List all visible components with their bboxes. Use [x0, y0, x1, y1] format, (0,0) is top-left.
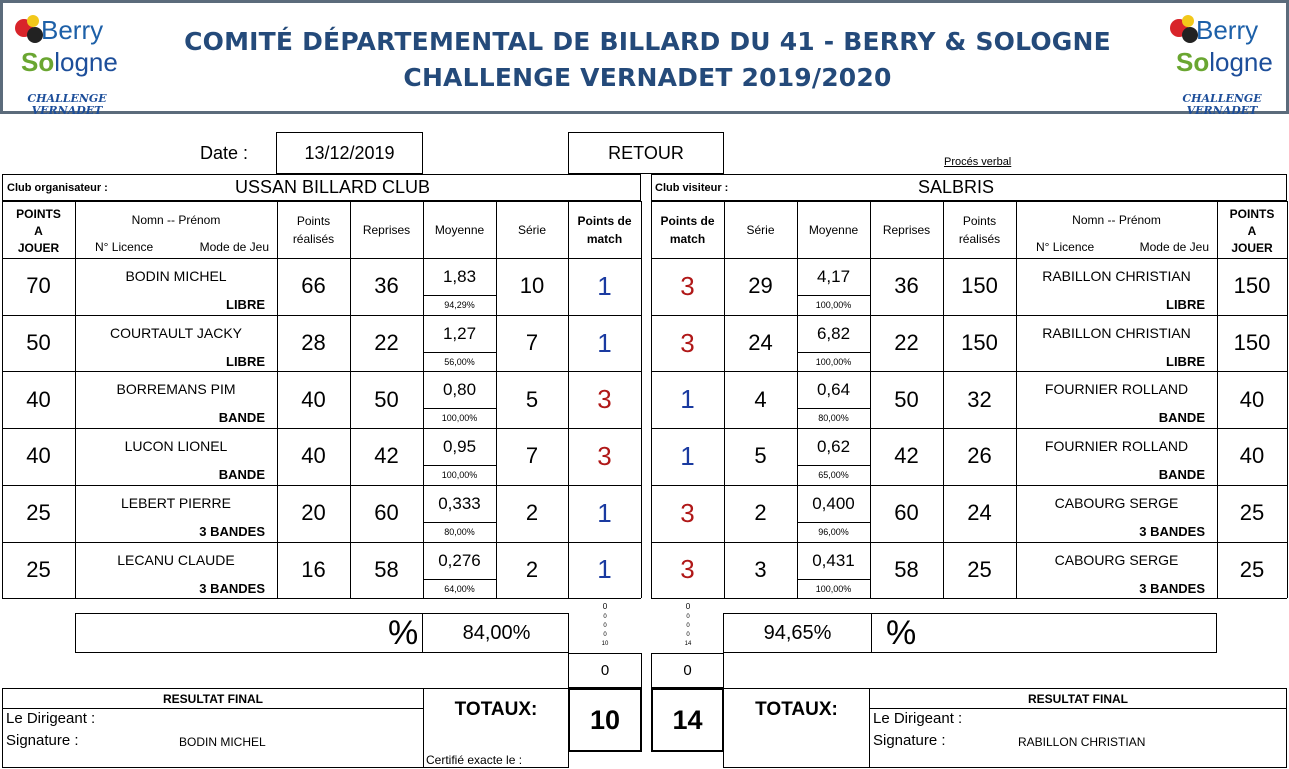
logo-berry-text: Berry [1196, 15, 1259, 45]
right-points-realises: 32 [967, 386, 992, 412]
left-moyenne-percent: 80,00% [444, 526, 475, 537]
left-summary-box [75, 613, 569, 653]
right-player-name: RABILLON CHRISTIAN [1042, 324, 1191, 341]
header-text: JOUER [1231, 240, 1273, 255]
left-moyenne: 0,333 [438, 493, 481, 513]
right-points-a-jouer: 25 [1239, 556, 1265, 582]
right-mode-de-jeu: 3 BANDES [1139, 523, 1205, 539]
left-totaux-label: TOTAUX: [454, 699, 538, 720]
header-text: réalisés [292, 231, 335, 246]
right-points-de-match: 3 [680, 327, 695, 358]
right-signature-label: Signature : [873, 732, 946, 749]
left-points-a-jouer: 25 [26, 500, 51, 526]
right-mode-de-jeu: BANDE [1158, 467, 1205, 483]
right-reprises: 58 [894, 556, 919, 582]
left-col-reprises: Reprises [362, 222, 411, 237]
header-text: match [586, 231, 623, 246]
right-player-name: FOURNIER ROLLAND [1044, 381, 1189, 398]
left-player-name: LECANU CLAUDE [117, 551, 235, 568]
logo-sologne-text: Sologne [1176, 47, 1273, 77]
right-grid-line [1287, 201, 1288, 598]
left-signer-name: BODIN MICHEL [179, 735, 266, 749]
right-points-realises: 25 [967, 556, 992, 582]
left-points-realises: 16 [301, 556, 326, 582]
logo-berry-text: Berry [41, 15, 104, 45]
right-points-a-jouer: 150 [1233, 330, 1271, 356]
right-reprises: 50 [894, 386, 919, 412]
right-resultat-box [869, 688, 1287, 768]
left-moyenne: 1,27 [442, 323, 477, 343]
header-text: POINTS [1229, 206, 1275, 221]
right-points-de-match: 1 [680, 440, 695, 471]
left-zero-cell: 0 [568, 653, 642, 688]
right-moyenne: 0,400 [812, 493, 855, 513]
right-resultat-title: RESULTAT FINAL [1028, 692, 1128, 706]
right-reprises: 22 [894, 330, 919, 356]
right-mode-de-jeu: 3 BANDES [1139, 580, 1205, 596]
right-points-de-match: 3 [680, 554, 695, 585]
right-points-a-jouer: 40 [1239, 386, 1265, 412]
left-points-realises: 28 [301, 330, 326, 356]
left-points-a-jouer: 70 [26, 273, 51, 299]
left-player-name: LEBERT PIERRE [121, 494, 231, 511]
right-col-serie: Série [746, 222, 775, 237]
left-mode-de-jeu: LIBRE [226, 353, 265, 369]
left-serie: 7 [525, 330, 539, 356]
right-summary-box [723, 613, 1217, 653]
header-text: A [34, 223, 43, 238]
header-text: JOUER [17, 240, 60, 255]
left-points-a-jouer: 40 [26, 386, 51, 412]
right-moyenne-percent: 80,00% [818, 413, 849, 424]
left-reprises: 42 [374, 443, 399, 469]
left-points-a-jouer: 50 [26, 330, 51, 356]
right-points-a-jouer: 150 [1233, 273, 1271, 299]
logo-challenge-text: CHALLENGE VERNADET [27, 92, 107, 117]
right-col-moyenne: Moyenne [808, 222, 859, 237]
left-mode-de-jeu: 3 BANDES [199, 523, 265, 539]
left-player-name: COURTAULT JACKY [110, 324, 242, 341]
right-points-realises: 24 [967, 500, 992, 526]
date-label: Date : [200, 143, 249, 163]
left-col-mode-de-jeu: Mode de Jeu [199, 240, 269, 254]
right-moyenne-percent: 100,00% [815, 300, 852, 310]
left-reprises: 58 [374, 556, 399, 582]
right-player-name: CABOURG SERGE [1054, 551, 1179, 568]
left-points-de-match: 3 [597, 440, 612, 471]
left-reprises: 36 [374, 273, 399, 299]
right-serie: 3 [754, 556, 767, 582]
left-col-points-realises [277, 201, 350, 258]
right-reprises: 36 [894, 273, 919, 299]
right-col-points-a-jouer [1217, 204, 1287, 258]
left-points-de-match: 3 [597, 384, 612, 415]
left-points-realises: 66 [301, 273, 326, 299]
right-col-nom-prenom: Nomn -- Prénom [1072, 213, 1161, 227]
left-totaux-box [423, 688, 569, 768]
right-col-licence: N° Licence [1036, 240, 1095, 254]
header-text: Points de [577, 213, 632, 228]
left-points-realises: 40 [301, 386, 326, 412]
right-serie: 2 [754, 500, 767, 526]
left-serie: 2 [525, 500, 539, 526]
club-visiteur-value: SALBRIS [918, 177, 995, 197]
left-col-licence: N° Licence [95, 240, 154, 254]
header-text: Points [962, 213, 997, 228]
left-serie: 10 [519, 273, 545, 299]
left-points-a-jouer: 40 [26, 443, 51, 469]
right-mode-de-jeu: LIBRE [1166, 297, 1205, 312]
right-totaux-label: TOTAUX: [755, 699, 838, 720]
page-subtitle: CHALLENGE VERNADET 2019/2020 [403, 63, 892, 92]
logo-challenge-text: CHALLENGE VERNADET [1182, 92, 1262, 117]
left-col-serie: Série [517, 222, 546, 237]
left-mode-de-jeu: BANDE [218, 410, 265, 426]
left-moyenne-percent: 56,00% [444, 356, 475, 367]
right-percentage: 94,65% [763, 621, 832, 644]
left-serie: 5 [525, 386, 539, 412]
header-text: A [1247, 223, 1257, 238]
left-col-moyenne: Moyenne [434, 222, 485, 237]
left-points-de-match: 1 [597, 327, 612, 358]
right-signer-name: RABILLON CHRISTIAN [1018, 735, 1146, 749]
left-moyenne-percent: 100,00% [441, 470, 478, 481]
left-grid-line [641, 201, 642, 598]
left-col-points-de-match [568, 201, 641, 258]
club-visiteur-label: Club visiteur : [655, 182, 729, 194]
right-zero-cell: 0 [651, 653, 724, 688]
left-mode-de-jeu: LIBRE [226, 297, 265, 312]
retour-label: RETOUR [568, 132, 724, 174]
right-col-points-realises [943, 201, 1016, 258]
left-moyenne: 1,83 [442, 267, 477, 286]
right-reprises: 60 [894, 500, 919, 526]
header-text: POINTS [16, 206, 61, 221]
right-moyenne-percent: 100,00% [815, 356, 852, 367]
left-player-name: BODIN MICHEL [125, 268, 227, 284]
right-moyenne: 0,64 [816, 380, 851, 400]
left-reprises: 22 [374, 330, 399, 356]
left-moyenne: 0,276 [438, 550, 481, 570]
left-moyenne-percent: 64,00% [444, 583, 475, 594]
page-title: COMITÉ DÉPARTEMENTAL DE BILLARD DU 41 - BERRY & SOLOGNE [184, 27, 1111, 56]
left-small-values: 0 0 0 0 10 [601, 602, 609, 647]
right-serie: 5 [754, 443, 767, 469]
left-player-name: BORREMANS PIM [116, 381, 236, 398]
right-moyenne-percent: 65,00% [818, 470, 849, 481]
right-totaux-box [723, 688, 870, 768]
left-points-de-match: 1 [597, 497, 612, 528]
right-col-mode-de-jeu: Mode de Jeu [1139, 240, 1209, 254]
logo-sologne-text: Sologne [21, 47, 118, 77]
right-moyenne: 0,62 [816, 437, 851, 457]
right-reprises: 42 [894, 443, 919, 469]
left-resultat-title: RESULTAT FINAL [163, 692, 263, 706]
right-player-name: FOURNIER ROLLAND [1044, 438, 1189, 455]
right-points-realises: 150 [961, 330, 998, 356]
left-moyenne: 0,80 [442, 380, 477, 400]
right-serie: 4 [754, 386, 767, 412]
header-text: Points de [660, 213, 715, 228]
left-percent-symbol: % [388, 614, 419, 652]
proces-verbal-label: Procés verbal [944, 156, 1012, 168]
right-mode-de-jeu: LIBRE [1166, 353, 1205, 369]
right-dirigeant-label: Le Dirigeant : [873, 710, 963, 727]
right-total-value: 14 [651, 688, 724, 752]
header-text: match [669, 231, 706, 246]
right-col-reprises: Reprises [882, 222, 931, 237]
left-serie: 2 [525, 556, 539, 582]
left-points-a-jouer: 25 [26, 556, 51, 582]
right-percent-symbol: % [886, 614, 917, 652]
right-points-realises: 150 [961, 273, 998, 299]
left-total-value: 10 [568, 688, 642, 752]
left-col-nom-prenom: Nomn -- Prénom [131, 213, 221, 227]
date-value: 13/12/2019 [276, 132, 423, 174]
right-small-values: 0 0 0 0 14 [684, 602, 692, 647]
left-signature-label: Signature : [6, 732, 79, 749]
certifie-label: Certifié exacte le : [426, 753, 523, 767]
left-mode-de-jeu: BANDE [218, 467, 265, 483]
left-resultat-box [2, 688, 424, 768]
right-points-de-match: 3 [680, 497, 695, 528]
left-moyenne-percent: 94,29% [444, 300, 475, 310]
right-player-name: RABILLON CHRISTIAN [1042, 268, 1191, 284]
left-moyenne: 0,95 [442, 437, 477, 457]
left-dirigeant-label: Le Dirigeant : [6, 710, 96, 727]
right-col-points-de-match [651, 201, 724, 258]
right-moyenne-percent: 96,00% [818, 526, 849, 537]
left-mode-de-jeu: 3 BANDES [199, 580, 265, 596]
left-reprises: 50 [374, 386, 399, 412]
right-points-realises: 26 [967, 443, 992, 469]
right-mode-de-jeu: BANDE [1158, 410, 1205, 426]
right-serie: 29 [748, 273, 773, 299]
right-moyenne: 4,17 [816, 267, 851, 286]
left-points-realises: 20 [301, 500, 326, 526]
left-col-points-a-jouer [2, 204, 75, 258]
right-moyenne-percent: 100,00% [815, 583, 852, 594]
left-reprises: 60 [374, 500, 399, 526]
left-percentage: 84,00% [462, 621, 531, 644]
right-points-a-jouer: 25 [1239, 500, 1265, 526]
club-organisateur-label: Club organisateur : [7, 182, 108, 194]
right-moyenne: 0,431 [812, 550, 855, 570]
left-serie: 7 [525, 443, 539, 469]
left-moyenne-percent: 100,00% [441, 413, 478, 424]
right-player-name: CABOURG SERGE [1054, 494, 1179, 511]
header-text: Points [296, 213, 331, 228]
left-points-de-match: 1 [597, 554, 612, 585]
club-organisateur-value: USSAN BILLARD CLUB [235, 177, 431, 197]
right-moyenne: 6,82 [816, 323, 851, 343]
right-points-a-jouer: 40 [1239, 443, 1265, 469]
left-points-de-match: 1 [597, 270, 612, 301]
right-points-de-match: 1 [680, 384, 695, 415]
left-points-realises: 40 [301, 443, 326, 469]
right-points-de-match: 3 [680, 270, 695, 301]
header-text: réalisés [958, 231, 1001, 246]
right-serie: 24 [748, 330, 773, 356]
left-player-name: LUCON LIONEL [124, 438, 228, 455]
